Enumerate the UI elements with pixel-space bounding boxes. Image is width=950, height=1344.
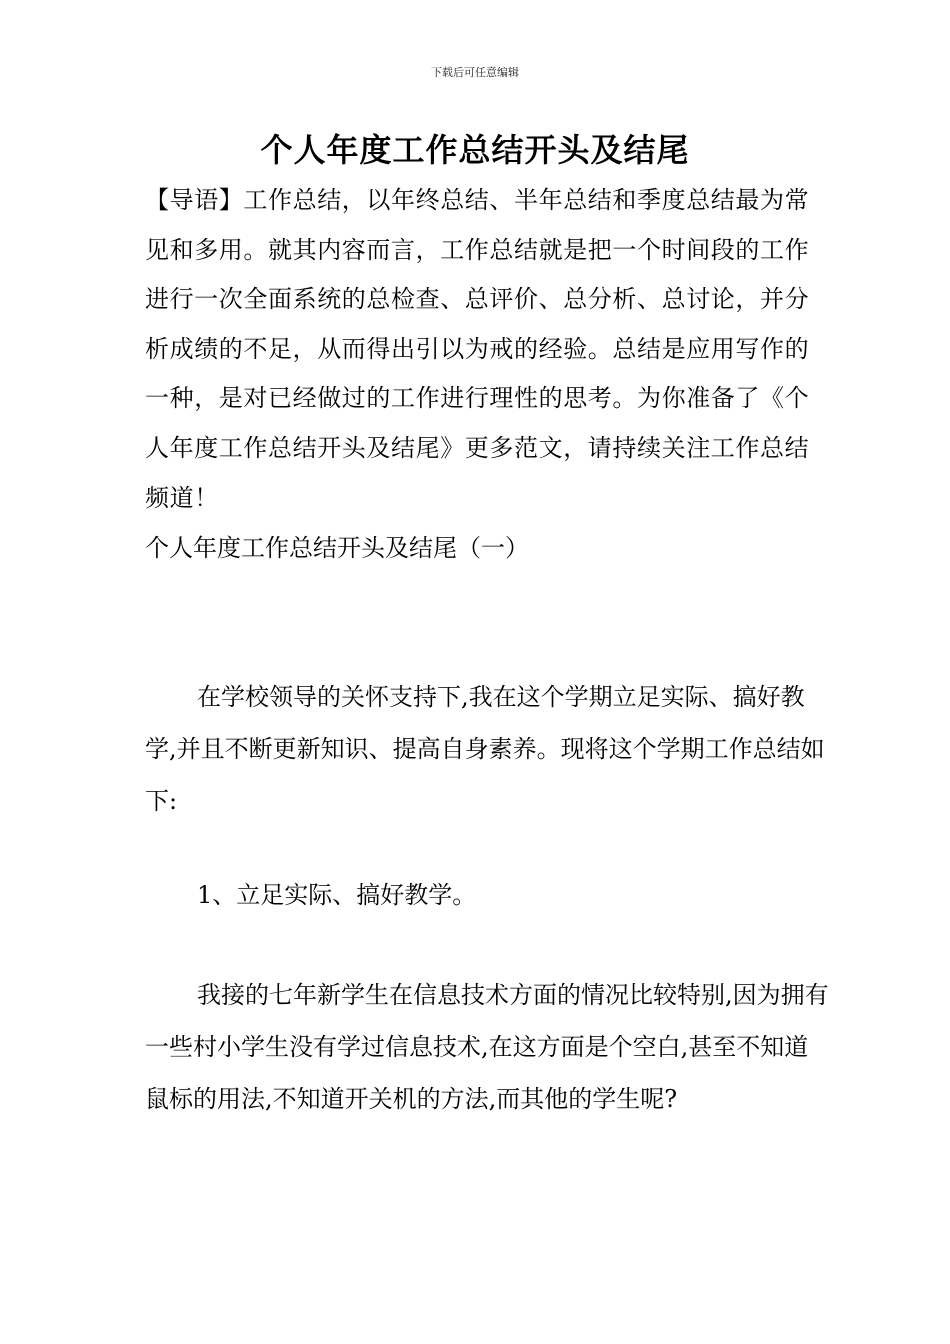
body-paragraph: 在学校领导的关怀支持下,我在这个学期立足实际、搞好教学,并且不断更新知识、提高自身素养。现将这个学期工作总结如下:: [145, 683, 825, 815]
section-heading: 个人年度工作总结开头及结尾（一）: [145, 534, 529, 562]
intro-text: 【导语】工作总结，以年终总结、半年总结和季度总结最为常见和多用。就其内容而言，工作总结就是把一个时间段的工作进行一次全面系统的总检查、总评价、总分析、总讨论，并分析成绩的不足，从而得出引以为戒的经验。总结是应用写作的一种，是对已经做过的工作进行理性的思考。为你准备了《个人年度工作总结开头及结尾》更多范文，请持续关注工作总结频道！: [145, 186, 810, 512]
header-note: 下载后可任意编辑: [431, 66, 519, 79]
body-paragraph: 1、立足实际、搞好教学。: [197, 881, 477, 909]
intro-paragraph: [145, 176, 810, 523]
document-title: 个人年度工作总结开头及结尾: [260, 131, 690, 169]
body-paragraph: 我接的七年新学生在信息技术方面的情况比较特别,因为拥有一些村小学生没有学过信息技术,在这方面是个空白,甚至不知道鼠标的用法,不知道开关机的方法,而其他的学生呢?: [145, 981, 829, 1113]
